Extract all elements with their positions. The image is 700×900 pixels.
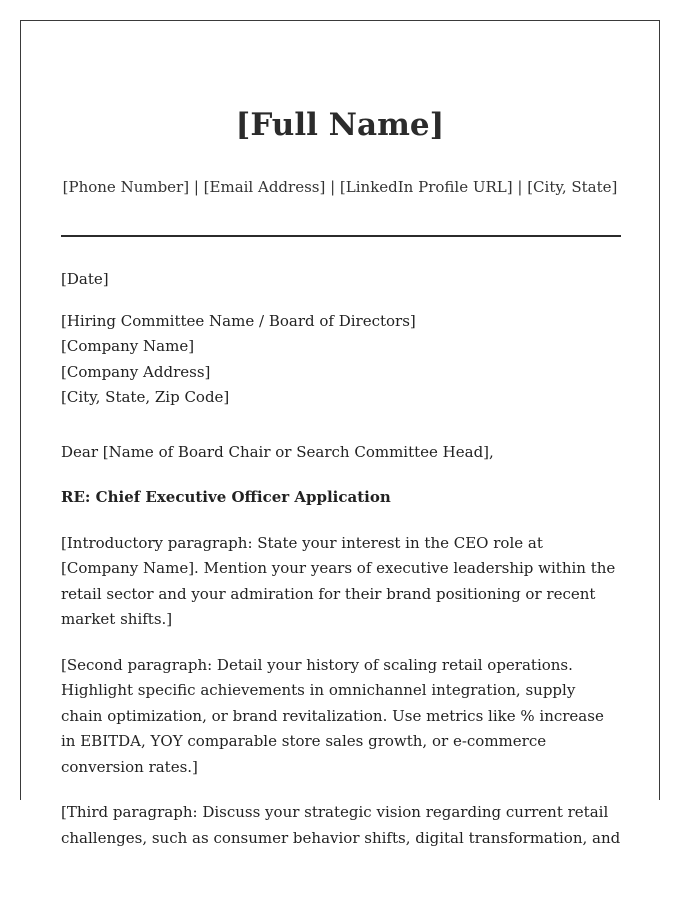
paragraph-third: [Third paragraph: Discuss your strategic vision regarding current retail challenges, such as consumer behavior shifts, digital transformation, and xyxy=(61,803,621,847)
paragraph-second: [Second paragraph: Detail your history of scaling retail operations. Highlight specific achievements in omnichannel integration, supply chain optimization, or brand revitalization. Use metrics like % increase in EBITDA, YOY comparable store sales growth, or e-commerce conversion rates.] xyxy=(61,655,604,776)
subject-line: RE: Chief Executive Officer Application xyxy=(61,488,391,506)
document-page xyxy=(20,20,660,847)
recipient-line: [Company Name] xyxy=(61,337,195,355)
paragraph-intro: [Introductory paragraph: State your interest in the CEO role at [Company Name]. Mention your years of executive leadership within the retail sector and your admiration for their brand positioning or recent market shifts.] xyxy=(61,533,616,628)
recipient-line: [City, State, Zip Code] xyxy=(61,388,230,406)
letter-body xyxy=(61,267,621,871)
full-name-heading: [Full Name] xyxy=(235,107,445,143)
recipient-line: [Hiring Committee Name / Board of Directors] xyxy=(61,311,416,330)
recipient-address xyxy=(61,309,621,411)
salutation: Dear [Name of Board Chair or Search Committee Head], xyxy=(61,442,494,461)
recipient-line: [Company Address] xyxy=(61,362,211,381)
header-divider xyxy=(61,235,621,237)
letter-date: [Date] xyxy=(61,270,109,288)
contact-line: [Phone Number] | [Email Address] | [LinkedIn Profile URL] | [City, State] xyxy=(62,178,618,196)
